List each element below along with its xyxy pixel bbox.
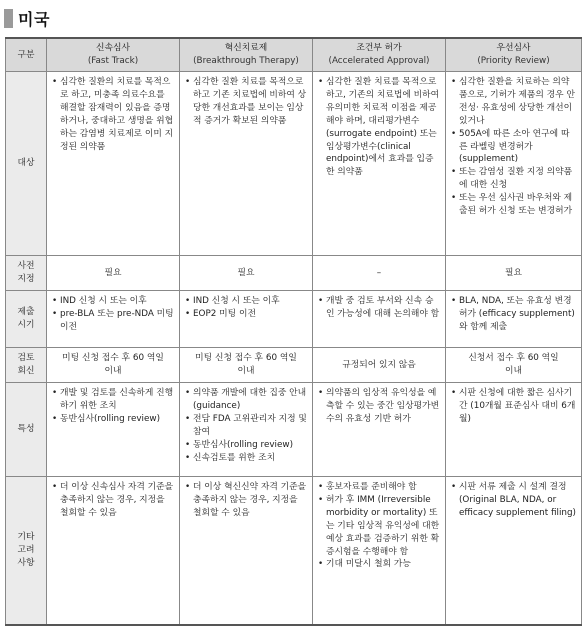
- header-fast-track-en: (Fast Track): [87, 56, 139, 66]
- header-priority-en: (Priority Review): [477, 56, 550, 66]
- list-item: • 허가 후 IMM (Irreversible morbidity or mortality) 또는 기타 임상적 유익성에 대한 예상 효과를 검증하기 위한 확증시험을 수행해야 함: [317, 494, 441, 559]
- row-label-target: [6, 72, 47, 256]
- row-label-text: 검토: [17, 353, 35, 364]
- header-breakthrough-ko: 혁신치료제: [224, 43, 268, 54]
- table-row-features: [6, 383, 582, 477]
- header-accelerated-ko: 조건부 허가: [356, 43, 402, 54]
- header-priority-ko: 우선심사: [496, 43, 531, 54]
- cell-submit-breakthrough: [180, 291, 313, 348]
- row-label-text: 고려: [17, 545, 35, 556]
- list-item: • 심각한 질환 치료를 목적으로 하고 기존 치료법에 비하여 상당한 개선효과를 보이는 임상적 증거가 확보된 의약품: [184, 76, 308, 128]
- list-item: • 의약품의 임상적 유익성을 예측할 수 있는 중간 임상평가변수의 유효성 기반 허가: [317, 387, 441, 426]
- table-row-pre-designation: [6, 256, 582, 291]
- list-item: • 또는 우선 심사권 바우처와 제출된 허가 신청 또는 변경허가: [450, 192, 577, 218]
- cell-target-priority: [446, 72, 582, 256]
- cell-target-fast-track: [47, 72, 180, 256]
- list-item: • 의약품 개발에 대한 집중 안내(guidance): [184, 387, 308, 413]
- header-priority: [446, 38, 582, 72]
- cell-review-accelerated: 규정되어 있지 않음: [313, 348, 446, 383]
- cell-review-breakthrough: 미팅 신청 접수 후 60 역일 이내: [180, 348, 313, 383]
- cell-feature-fast-track: [47, 383, 180, 477]
- table-row-submission-timing: [6, 291, 582, 348]
- row-label-text: 시기: [17, 320, 35, 330]
- row-label-text: 사전: [17, 261, 35, 272]
- header-category: [6, 38, 47, 72]
- list-item: • 심각한 질환을 치료하는 의약품으로, 기허가 제품의 경우 안전성· 유효성에 상당한 개선이 있거나: [450, 76, 577, 128]
- cell-pre-fast-track: 필요: [47, 256, 180, 291]
- table-row-review-response: [6, 348, 582, 383]
- cell-submit-accelerated: [313, 291, 446, 348]
- cell-submit-fast-track: [47, 291, 180, 348]
- table-row-other-considerations: [6, 477, 582, 626]
- row-label-text: 대상: [17, 158, 35, 169]
- cell-target-accelerated: [313, 72, 446, 256]
- page-title: 미국: [18, 9, 50, 29]
- header-breakthrough: [180, 38, 313, 72]
- list-item: • 동반심사(rolling review): [51, 413, 175, 426]
- cell-etc-breakthrough: [180, 477, 313, 626]
- row-label-text: 특성: [17, 424, 35, 435]
- list-item: • 또는 감염성 질환 지정 의약품에 대한 신청: [450, 166, 577, 192]
- row-label-text: 기타: [17, 532, 35, 543]
- list-item: • pre-BLA 또는 pre-NDA 미팅 이전: [51, 308, 175, 334]
- list-item: • 동반심사(rolling review): [184, 439, 308, 452]
- cell-review-fast-track: 미팅 신청 접수 후 60 역일 이내: [47, 348, 180, 383]
- list-item: • 전담 FDA 고위관리자 지정 및 참여: [184, 413, 308, 439]
- cell-feature-priority: [446, 383, 582, 477]
- row-label-text: 사항: [17, 557, 35, 568]
- cell-pre-breakthrough: 필요: [180, 256, 313, 291]
- table-row-target: [6, 72, 582, 256]
- list-item: • IND 신청 시 또는 이후: [184, 295, 308, 308]
- cell-pre-priority: 필요: [446, 256, 582, 291]
- list-item: • 심각한 질환 치료를 목적으로 하고, 기존의 치료법에 비하여 유의미한 치료적 이점을 제공해야 하며, 대리평가변수(surrogate endpoint) 또는 임상평가변수(clinical endpoint)에서 효과를 입증한 의약품: [317, 76, 441, 179]
- cell-etc-accelerated: [313, 477, 446, 626]
- header-category-label: 구분: [17, 49, 35, 60]
- list-item: • 더 이상 신속심사 자격 기준을 충족하지 않는 경우, 지정을 철회할 수 있음: [51, 481, 175, 520]
- cell-target-breakthrough: [180, 72, 313, 256]
- row-label-text: 지정: [17, 274, 35, 284]
- cell-submit-priority: [446, 291, 582, 348]
- header-breakthrough-en: (Breakthrough Therapy): [193, 56, 299, 66]
- cell-review-priority: 신청서 접수 후 60 역일 이내: [446, 348, 582, 383]
- row-label-text: 제출: [17, 307, 35, 318]
- row-label-submission-timing: [6, 291, 47, 348]
- cell-etc-priority: [446, 477, 582, 626]
- table-header-row: [6, 38, 582, 72]
- row-label-text: 회신: [17, 366, 35, 376]
- cell-feature-accelerated: [313, 383, 446, 477]
- list-item: • EOP2 미팅 이전: [184, 308, 308, 321]
- row-label-features: [6, 383, 47, 477]
- title-marker: [4, 9, 13, 28]
- cell-etc-fast-track: [47, 477, 180, 626]
- list-item: • 시판 신청에 대한 짧은 심사기간 (10개월 표준심사 대비 6개월): [450, 387, 577, 426]
- list-item: • 기대 미달시 철회 가능: [317, 558, 441, 571]
- list-item: • 개발 중 검토 부서와 신속 승인 가능성에 대해 논의해야 함: [317, 295, 441, 321]
- row-label-other-considerations: [6, 477, 47, 626]
- header-fast-track: [47, 38, 180, 72]
- cell-pre-accelerated: –: [313, 256, 446, 291]
- row-label-review-response: [6, 348, 47, 383]
- cell-feature-breakthrough: [180, 383, 313, 477]
- header-accelerated-en: (Accelerated Approval): [328, 56, 430, 66]
- list-item: • 시판 서류 제출 시 설계 결정(Original BLA, NDA, or efficacy supplement filing): [450, 481, 577, 520]
- list-item: • 505A에 따른 소아 연구에 따른 라벨링 변경허가(supplement): [450, 128, 577, 167]
- list-item: • BLA, NDA, 또는 유효성 변경허가 (efficacy supplement)와 함께 제출: [450, 295, 577, 334]
- header-accelerated: [313, 38, 446, 72]
- comparison-table: [5, 37, 582, 626]
- list-item: • 개발 및 검토를 신속하게 진행하기 위한 조치: [51, 387, 175, 413]
- list-item: • 홍보자료를 준비해야 함: [317, 481, 441, 494]
- list-item: • 심각한 질환의 치료를 목적으로 하고, 미충족 의료수요를 해결할 잠재력이 있음을 증명하거나, 중대하고 생명을 위협하는 감염병 치료제로 이미 지정된 의약품: [51, 76, 175, 153]
- row-label-pre-designation: [6, 256, 47, 291]
- section-title: [4, 6, 50, 30]
- list-item: • 신속검토를 위한 조치: [184, 452, 308, 465]
- list-item: • 더 이상 혁신신약 자격 기준을 충족하지 않는 경우, 지정을 철회할 수 있음: [184, 481, 308, 520]
- list-item: • IND 신청 시 또는 이후: [51, 295, 175, 308]
- header-fast-track-ko: 신속심사: [96, 43, 130, 54]
